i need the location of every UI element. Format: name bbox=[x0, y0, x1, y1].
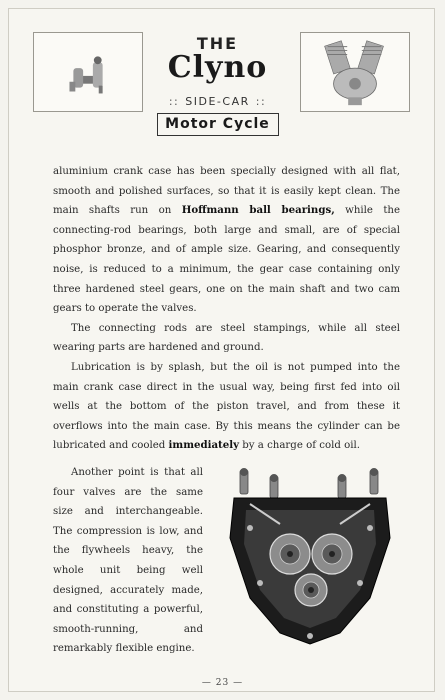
page-title: Motor Cycle bbox=[157, 113, 279, 136]
carburettor-photo bbox=[33, 32, 143, 112]
paragraph-4: Another point is that all four valves are the same size and interchangeable. The compression is low, and the flywheels heavy, the whole unit being well designed, accurately made, and constituting a powerful, smooth-running, and remarkably flexible engine. bbox=[53, 467, 203, 655]
para1-text-a: aluminium crank case has been specially designed with all flat, smooth and polished surfaces, so that it is easily kept clean. The main shafts run on bbox=[53, 166, 400, 217]
para1-bold: Hoffmann ball bearings, bbox=[181, 204, 335, 217]
para3-bold: immediately bbox=[168, 439, 240, 452]
subtitle-deco-right: :: bbox=[255, 95, 267, 108]
body-text bbox=[53, 162, 400, 456]
v-twin-engine-photo bbox=[300, 32, 410, 112]
engine-icon bbox=[301, 33, 409, 111]
paragraph-1 bbox=[53, 162, 400, 319]
para3-text-b: by a charge of cold oil. bbox=[239, 440, 360, 452]
brand-logo: Clyno bbox=[167, 50, 268, 85]
subtitle-text: SIDE-CAR bbox=[185, 95, 250, 108]
engine-gear-case-cutaway-photo bbox=[220, 468, 400, 646]
para1-text-b: while the connecting-rod bearings, both large and small, are of special phosphor bronze, and of ample size. Gearing, and consequently noise, is reduced to a minimum, the gear case containing only three hardened steel gears, one on the main shaft and two cam gears to operate the valves. bbox=[53, 205, 400, 315]
page-number: — 23 — bbox=[201, 678, 244, 688]
paragraph-2: The connecting rods are steel stampings, while all steel wearing parts are hardened and ground. bbox=[53, 322, 400, 354]
title-block bbox=[135, 30, 300, 136]
subtitle-row bbox=[135, 95, 300, 108]
carburettor-icon bbox=[34, 33, 142, 111]
paragraph-3 bbox=[53, 358, 400, 456]
narrow-text-column bbox=[53, 463, 203, 659]
gear-case-icon bbox=[220, 468, 400, 646]
subtitle-deco-left: :: bbox=[168, 95, 180, 108]
para3-text-a: Lubrication is by splash, but the oil is not pumped into the main crank case direct in the usual way, being first fed into oil wells at the bottom of the piston travel, and from these it overflows into the main case. By this means the cylinder can be lubricated and cooled bbox=[53, 361, 400, 452]
the-word: THE bbox=[196, 34, 239, 53]
